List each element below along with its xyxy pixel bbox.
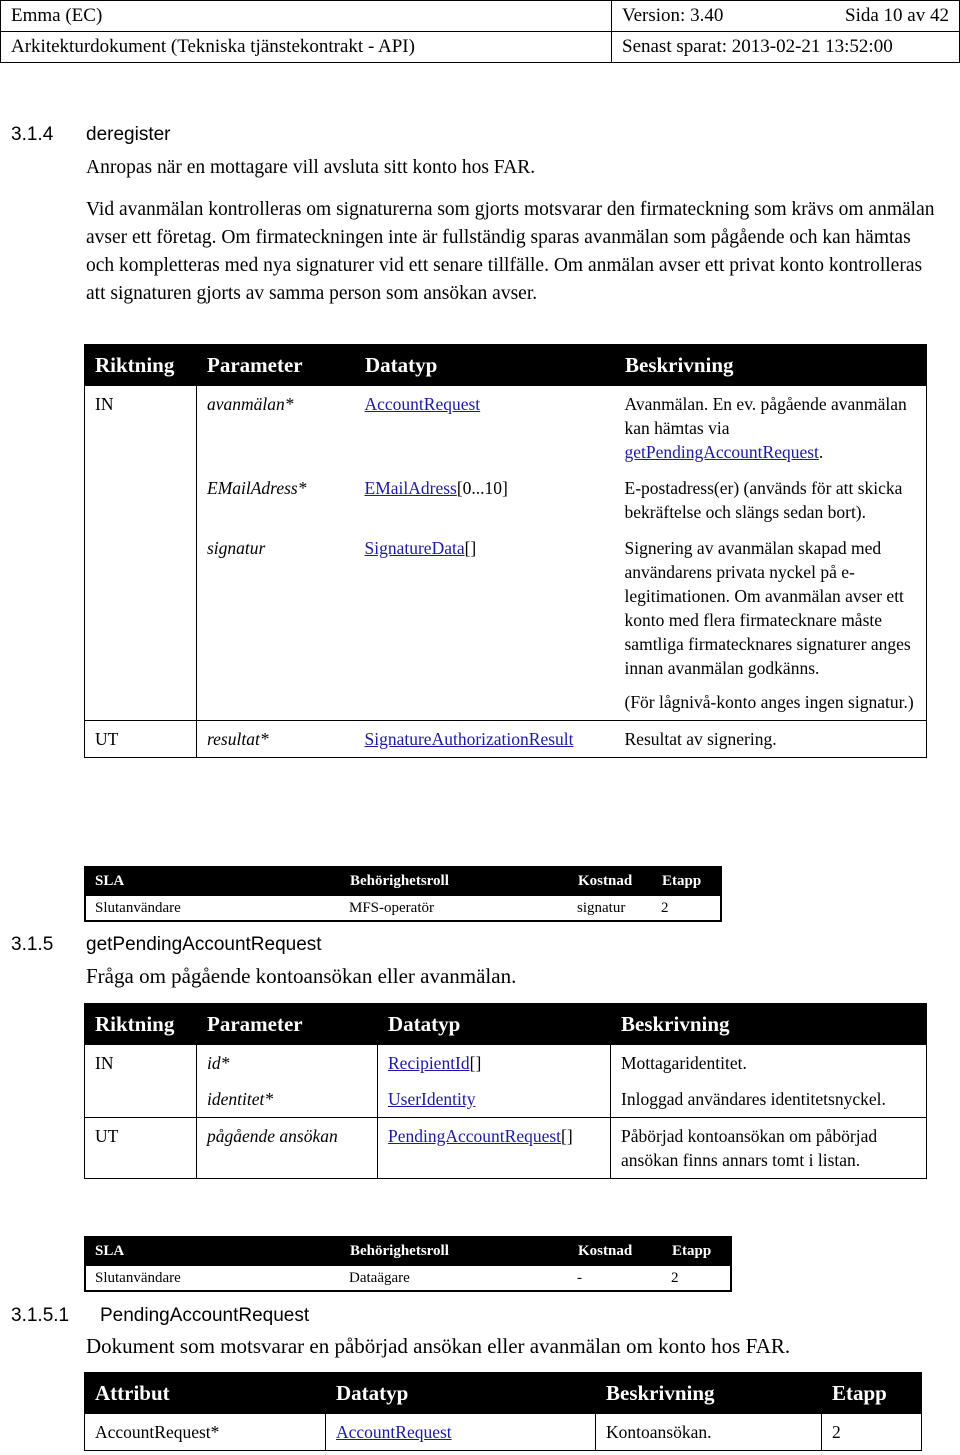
type-link[interactable]: EMailAdress <box>364 478 457 498</box>
col-parameter: Parameter <box>197 345 355 386</box>
sla-cell: Slutanvändare <box>85 895 340 921</box>
col-datatyp: Datatyp <box>355 345 615 386</box>
cell-desc <box>615 386 927 471</box>
header-doc-title: Arkitekturdokument (Tekniska tjänstekontrakt - API) <box>1 32 612 63</box>
sla-col-sla: SLA <box>85 867 340 895</box>
section-body <box>86 196 936 308</box>
sla-cell: Dataägare <box>340 1265 568 1291</box>
cell-param: id* <box>207 1053 230 1073</box>
cell-param: EMailAdress* <box>207 478 307 498</box>
cell-desc <box>615 530 927 721</box>
cell-attr: AccountRequest* <box>85 1414 326 1451</box>
type-suffix: [] <box>561 1126 573 1146</box>
type-link[interactable]: AccountRequest <box>364 394 481 414</box>
section-intro <box>86 1332 946 1360</box>
sla-cell: - <box>568 1265 662 1291</box>
cell-direction <box>85 1081 197 1118</box>
sla-col-role: Behörighetsroll <box>340 867 568 895</box>
cell-type <box>378 1045 611 1082</box>
sla-col-cost: Kostnad <box>568 867 652 895</box>
type-link[interactable]: UserIdentity <box>388 1089 476 1109</box>
desc-period: . <box>818 442 824 462</box>
section-heading-deregister <box>11 124 411 150</box>
sla-cell: MFS-operatör <box>340 895 568 921</box>
sla-header-row <box>85 1237 731 1265</box>
cell-type <box>355 470 615 530</box>
header-version: Version: 3.40 <box>612 1 758 32</box>
cell-type <box>378 1081 611 1118</box>
type-link[interactable]: SignatureData <box>364 538 465 558</box>
sla-col-role: Behörighetsroll <box>340 1237 568 1265</box>
table-row <box>85 386 927 471</box>
type-link[interactable]: AccountRequest <box>336 1422 452 1442</box>
table-row <box>85 721 927 758</box>
table-row <box>85 530 927 721</box>
col-riktning: Riktning <box>85 345 197 386</box>
sla-cell: signatur <box>568 895 652 921</box>
cell-desc: Mottagaridentitet. <box>611 1045 927 1082</box>
cell-type <box>355 386 615 471</box>
sla-row <box>85 895 721 921</box>
section-intro <box>86 154 936 182</box>
type-suffix: [] <box>469 1053 482 1073</box>
type-link[interactable]: PendingAccountRequest <box>388 1126 562 1146</box>
cell-type <box>378 1118 611 1179</box>
sla-cell: 2 <box>652 895 721 921</box>
deregister-parameter-table <box>84 344 927 758</box>
table-row <box>85 1045 927 1082</box>
type-link[interactable]: RecipientId <box>388 1053 470 1073</box>
sla-header-row <box>85 867 721 895</box>
col-beskrivning: Beskrivning <box>615 345 927 386</box>
cell-param: avanmälan* <box>207 394 294 414</box>
type-suffix: [0...10] <box>456 478 508 498</box>
cell-desc: E-postadress(er) (används för att skicka bekräftelse och slängs sedan bort). <box>615 470 927 530</box>
attribute-table <box>84 1372 922 1451</box>
col-riktning: Riktning <box>85 1004 197 1045</box>
cell-type <box>355 721 615 758</box>
cell-desc: Resultat av signering. <box>615 721 927 758</box>
col-datatyp: Datatyp <box>326 1373 596 1414</box>
sla-col-stage: Etapp <box>662 1237 731 1265</box>
intro-text: Anropas när en mottagare vill avsluta sitt konto hos FAR. <box>86 157 536 178</box>
cell-desc: Inloggad användares identitetsnyckel. <box>611 1081 927 1118</box>
cell-type <box>326 1414 596 1451</box>
sla-table-pending <box>84 1236 732 1292</box>
section-heading-pending <box>11 934 511 960</box>
sla-cell: 2 <box>662 1265 731 1291</box>
col-beskrivning: Beskrivning <box>611 1004 927 1045</box>
col-attribut: Attribut <box>85 1373 326 1414</box>
desc-text: Signering av avanmälan skapad med användarens privata nyckel på e-legitimationen. Om avanmälan avser ett konto med flera firmatecknare måste samtliga firmatecknares signaturer anges innan avanmälan godkänns. <box>624 538 911 678</box>
cell-direction <box>85 530 197 721</box>
cell-direction: UT <box>85 721 197 758</box>
cell-stage: 2 <box>822 1414 922 1451</box>
table-row <box>85 1414 922 1451</box>
page-header <box>0 0 960 63</box>
cell-desc: Påbörjad kontoansökan om påbörjad ansökan finns annars tomt i listan. <box>611 1118 927 1179</box>
section-title: getPendingAccountRequest <box>86 934 322 955</box>
sla-col-cost: Kostnad <box>568 1237 662 1265</box>
cell-param: identitet* <box>197 1081 378 1118</box>
sla-cell: Slutanvändare <box>85 1265 340 1291</box>
table-header-row <box>85 1004 927 1045</box>
col-etapp: Etapp <box>822 1373 922 1414</box>
type-link[interactable]: SignatureAuthorizationResult <box>364 729 574 749</box>
table-row <box>85 470 927 530</box>
cell-direction: IN <box>85 1045 197 1082</box>
cell-param: signatur <box>197 530 355 721</box>
col-beskrivning: Beskrivning <box>596 1373 822 1414</box>
desc-note: (För lågnivå-konto anges ingen signatur.) <box>624 692 914 712</box>
sla-table-deregister <box>84 866 722 922</box>
section-title: deregister <box>86 124 171 145</box>
type-suffix: [] <box>464 538 477 558</box>
desc-link[interactable]: getPendingAccountRequest <box>624 442 819 462</box>
table-row <box>85 1118 927 1179</box>
cell-direction <box>85 470 197 530</box>
body-text: Vid avanmälan kontrolleras om signaturerna som gjorts motsvarar den firmateckning som krävs om anmälan avser ett företag. Om firmateckningen inte är fullständig sparas avanmälan som pågående och kan hämtas och kompletteras med nya signaturer vid ett senare tillfälle. Om anmälan avser ett privat konto kontrolleras att signaturen gjorts av samma person som ansökan avser. <box>86 199 935 304</box>
section-intro <box>86 962 936 990</box>
intro-text: Dokument som motsvarar en påbörjad ansökan eller avanmälan om konto hos FAR. <box>86 1334 791 1358</box>
section-number: 3.1.4 <box>11 124 54 145</box>
pending-parameter-table <box>84 1003 927 1179</box>
table-row <box>85 1081 927 1118</box>
cell-param: resultat* <box>197 721 355 758</box>
intro-text: Fråga om pågående kontoansökan eller avanmälan. <box>86 964 517 988</box>
sla-col-stage: Etapp <box>652 867 721 895</box>
section-title: PendingAccountRequest <box>100 1305 310 1326</box>
section-number: 3.1.5 <box>11 934 54 955</box>
section-heading-par <box>11 1305 511 1331</box>
header-saved: Senast sparat: 2013-02-21 13:52:00 <box>612 32 960 63</box>
header-author: Emma (EC) <box>1 1 612 32</box>
header-page: Sida 10 av 42 <box>757 1 959 32</box>
cell-type <box>355 530 615 721</box>
desc-text: Avanmälan. En ev. pågående avanmälan kan hämtas via <box>624 394 907 438</box>
table-header-row <box>85 345 927 386</box>
cell-direction: IN <box>85 386 197 471</box>
table-header-row <box>85 1373 922 1414</box>
cell-desc: Kontoansökan. <box>596 1414 822 1451</box>
cell-param: pågående ansökan <box>197 1118 378 1179</box>
cell-direction: UT <box>85 1118 197 1179</box>
col-parameter: Parameter <box>197 1004 378 1045</box>
section-number: 3.1.5.1 <box>11 1305 70 1326</box>
col-datatyp: Datatyp <box>378 1004 611 1045</box>
sla-row <box>85 1265 731 1291</box>
sla-col-sla: SLA <box>85 1237 340 1265</box>
